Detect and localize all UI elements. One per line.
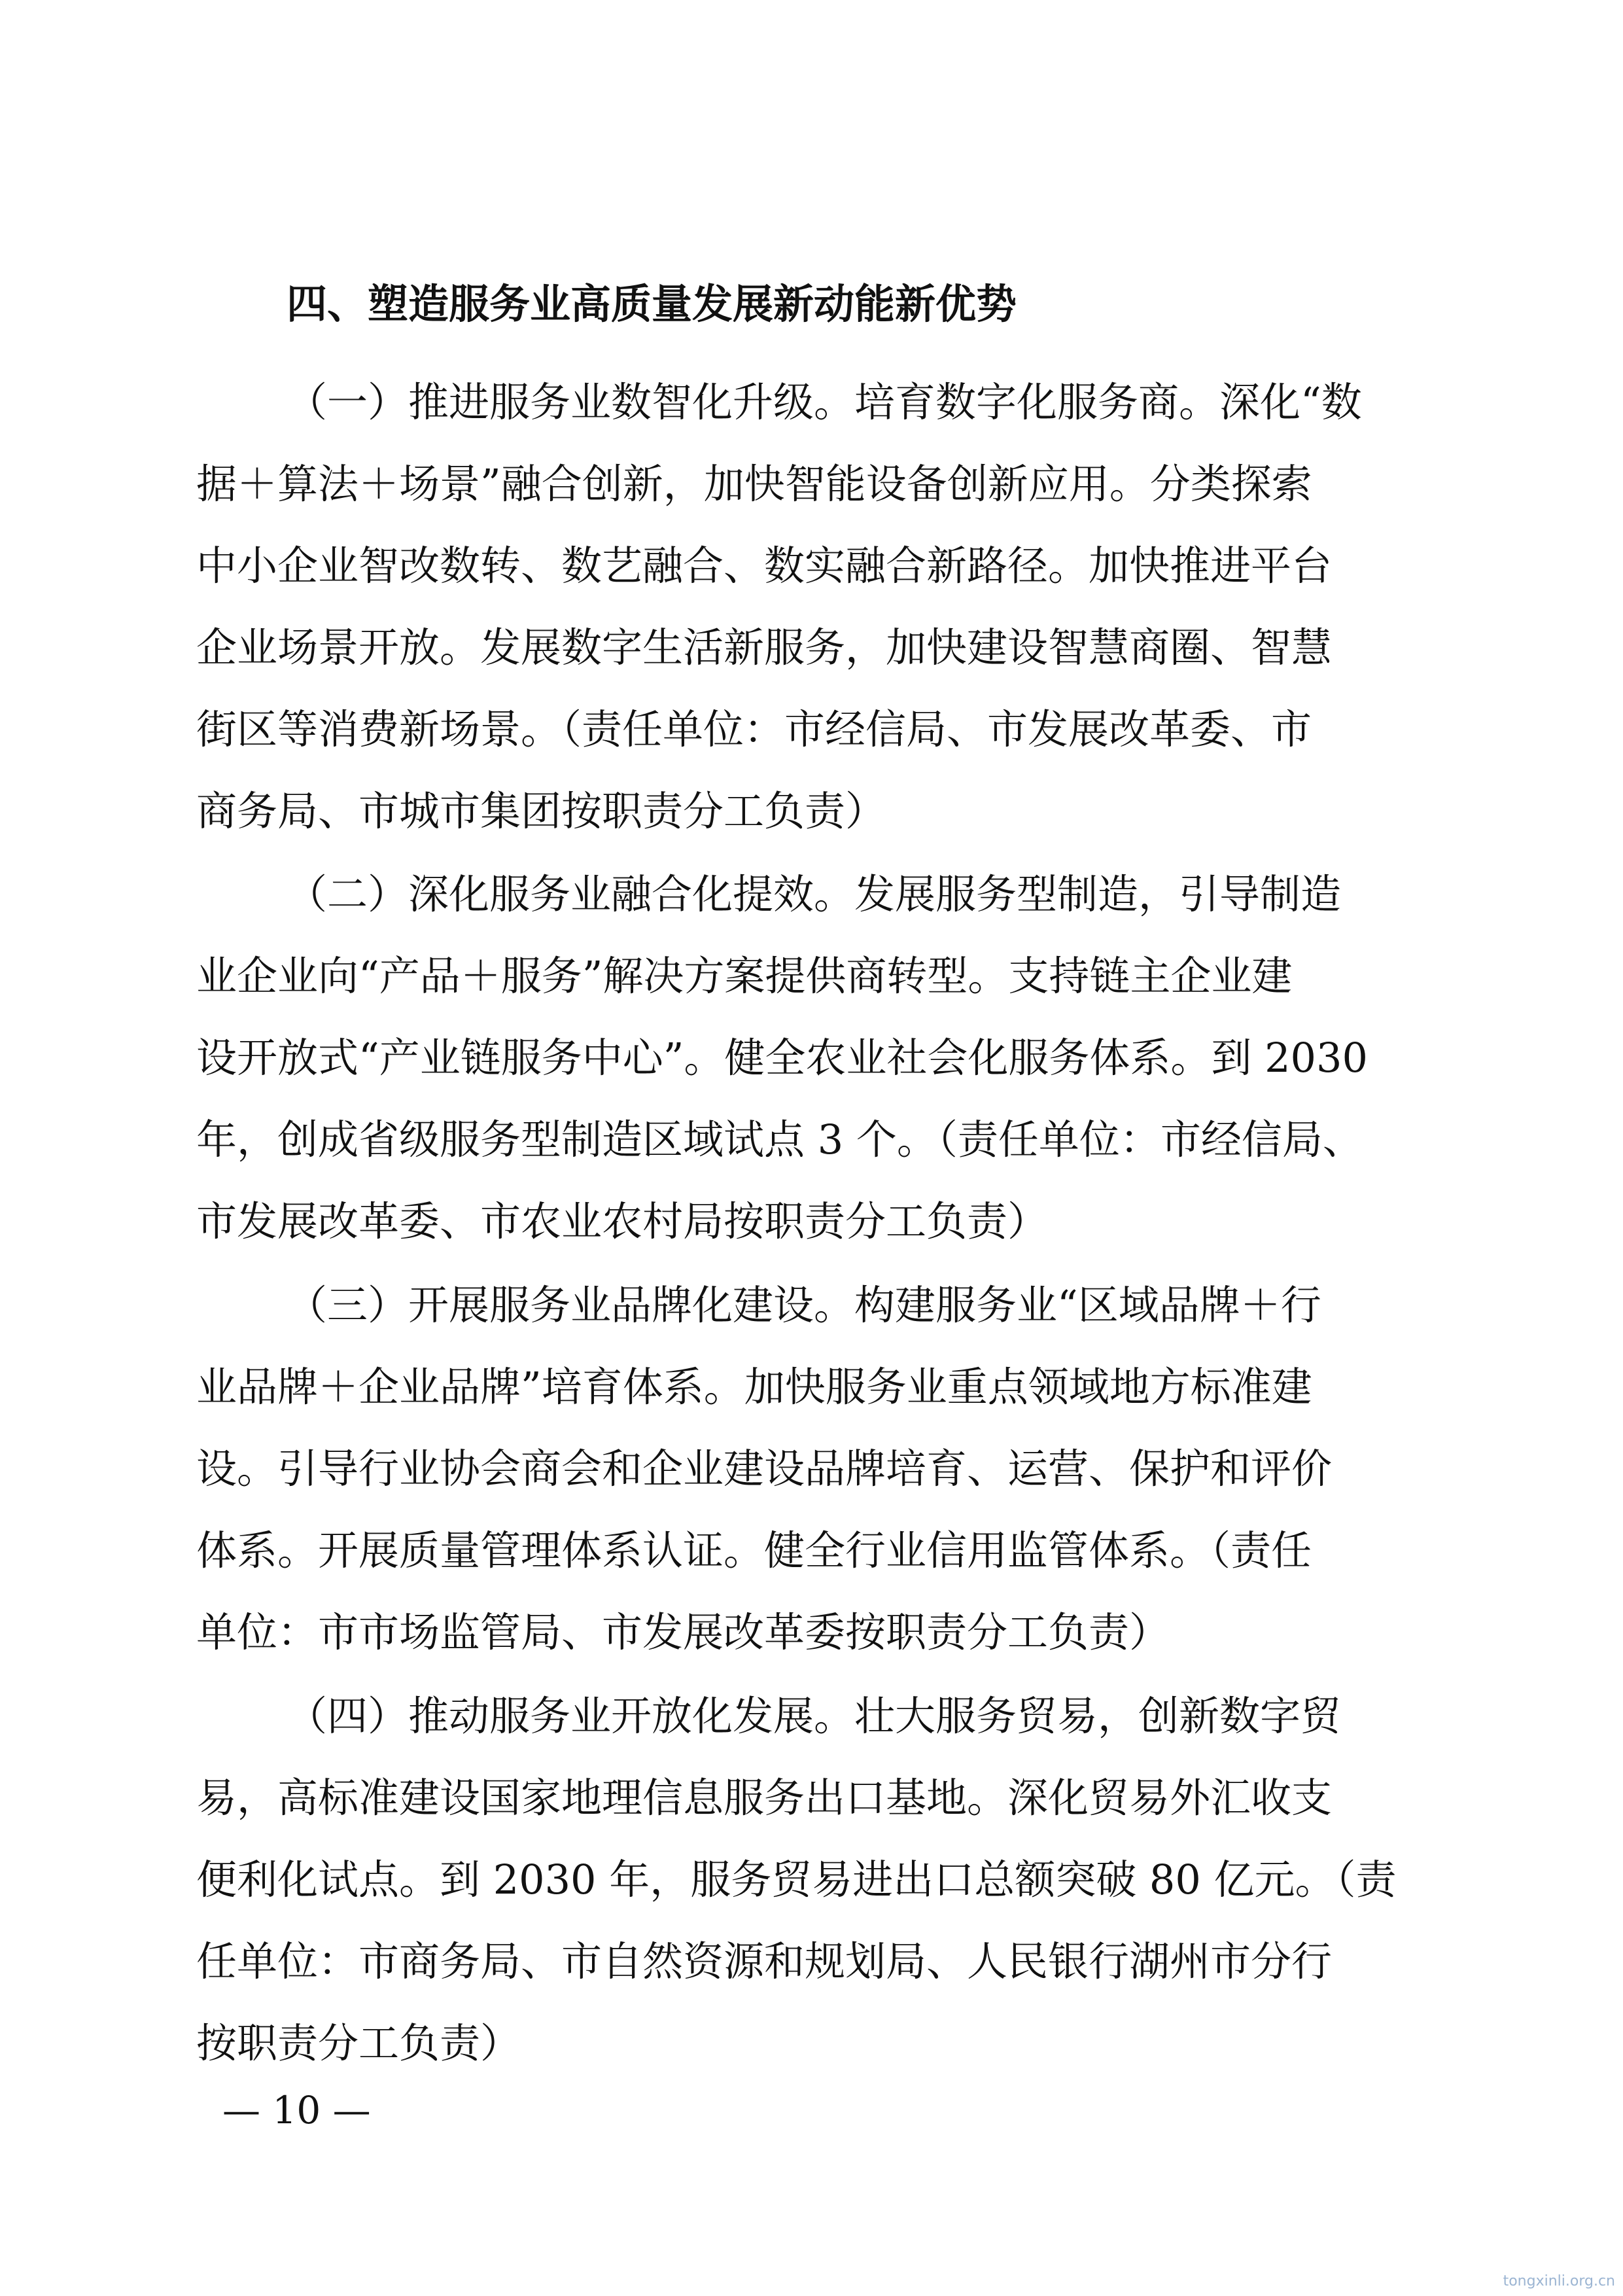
- paragraph-line: 便利化试点。到 2030 年，服务贸易进出口总额突破 80 亿元。（责: [196, 1856, 1397, 1903]
- paragraph-line: 任单位：市商务局、市自然资源和规划局、人民银行湖州市分行: [196, 1937, 1333, 1985]
- paragraph-line: 年，创成省级服务型制造区域试点 3 个。（责任单位：市经信局、: [196, 1116, 1363, 1163]
- paragraph-line: 企业场景开放。发展数字生活新服务，加快建设智慧商圈、智慧: [196, 624, 1333, 671]
- paragraph-line: 易，高标准建设国家地理信息服务出口基地。深化贸易外汇收支: [196, 1774, 1333, 1822]
- paragraph-line: 街区等消费新场景。（责任单位：市经信局、市发展改革委、市: [196, 705, 1312, 753]
- paragraph-line: （二）深化服务业融合化提效。发展服务型制造，引导制造: [287, 870, 1342, 918]
- paragraph-line: 设。引导行业协会商会和企业建设品牌培育、运营、保护和评价: [196, 1445, 1333, 1492]
- paragraph-line: 中小企业智改数转、数艺融合、数实融合新路径。加快推进平台: [196, 542, 1333, 590]
- paragraph-line: （一）推进服务业数智化升级。培育数字化服务商。深化“数: [287, 378, 1362, 426]
- paragraph-line: 单位：市市场监管局、市发展改革委按职责分工负责）: [196, 1608, 1170, 1656]
- paragraph-line: 体系。开展质量管理体系认证。健全行业信用监管体系。（责任: [196, 1527, 1312, 1574]
- section-heading: 四、塑造服务业高质量发展新动能新优势: [287, 280, 1017, 328]
- paragraph-line: 业品牌＋企业品牌”培育体系。加快服务业重点领域地方标准建: [196, 1363, 1312, 1411]
- paragraph-line: 设开放式“产业链服务中心”。健全农业社会化服务体系。到 2030: [196, 1034, 1368, 1082]
- paragraph-line: 按职责分工负责）: [196, 2019, 521, 2067]
- paragraph-line: （四）推动服务业开放化发展。壮大服务贸易，创新数字贸: [287, 1692, 1342, 1740]
- paragraph-line: 业企业向“产品＋服务”解决方案提供商转型。支持链主企业建: [196, 952, 1293, 1000]
- site-watermark: tongxinli.org.cn: [1503, 2273, 1615, 2289]
- paragraph-line: （三）开展服务业品牌化建设。构建服务业“区域品牌＋行: [287, 1281, 1321, 1329]
- paragraph-line: 据＋算法＋场景”融合创新，加快智能设备创新应用。分类探索: [196, 460, 1312, 508]
- page-number: — 10 —: [222, 2088, 371, 2132]
- paragraph-line: 商务局、市城市集团按职责分工负责）: [196, 787, 886, 835]
- paragraph-line: 市发展改革委、市农业农村局按职责分工负责）: [196, 1197, 1049, 1245]
